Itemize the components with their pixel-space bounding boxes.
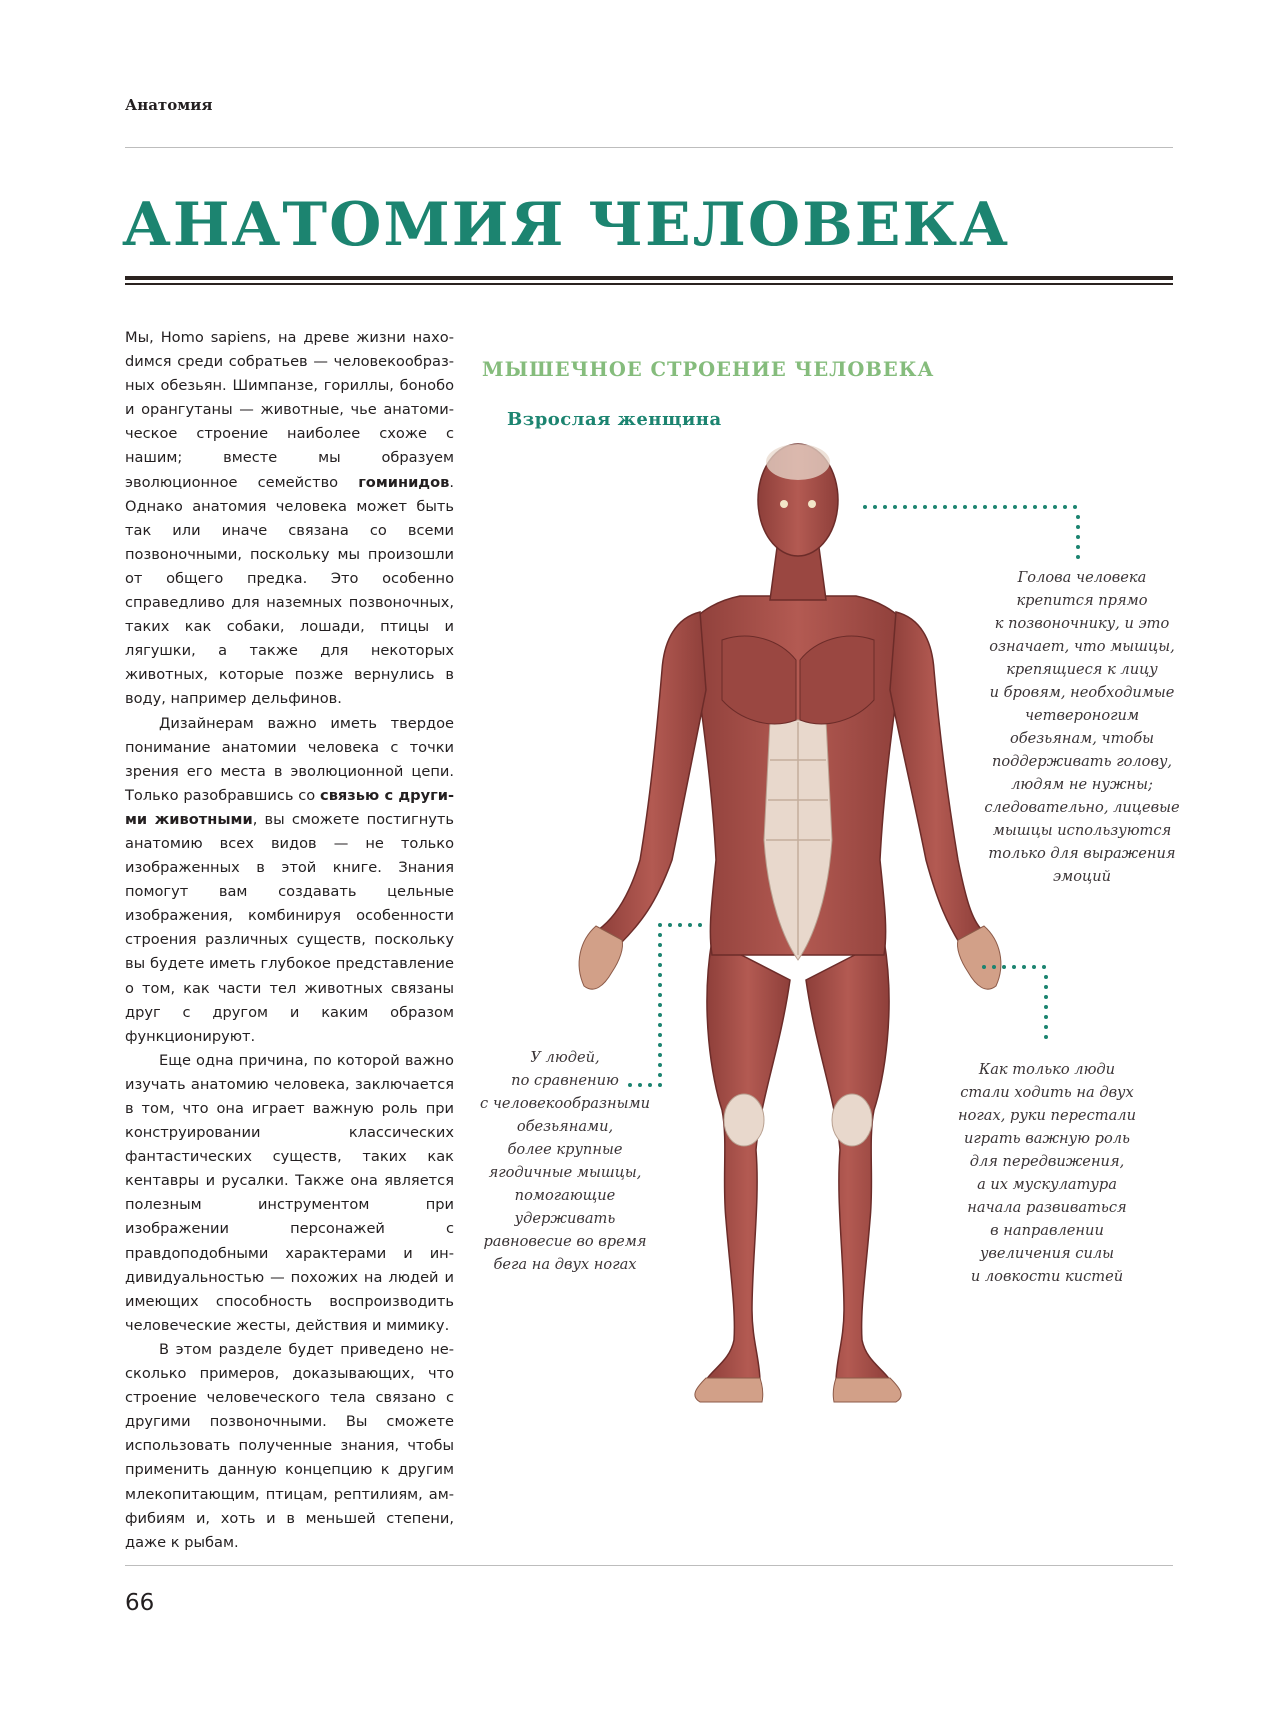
- callout-arms-line: стали ходить на двух: [960, 1084, 1134, 1101]
- figure-title: МЫШЕЧНОЕ СТРОЕНИЕ ЧЕЛОВЕКА: [482, 358, 935, 381]
- callout-arms-line: играть важную роль: [964, 1130, 1130, 1147]
- callout-head-line: эмоций: [1052, 868, 1112, 885]
- callout-glutes-line: бега на двух ногах: [493, 1256, 637, 1273]
- callout-arms-line: ногах, руки перестали: [958, 1107, 1136, 1124]
- callout-glutes-line: более крупные: [507, 1141, 623, 1158]
- callout-arms-line: в направлении: [990, 1222, 1104, 1239]
- paragraph-1-bold: гоминидов: [358, 473, 450, 491]
- callout-head-line: четвероногим: [1024, 707, 1140, 724]
- callout-leader-head: [863, 505, 1080, 559]
- callout-head: [962, 566, 1202, 888]
- callout-head-line: Голова человека: [1017, 569, 1147, 586]
- paragraph-4: В этом разделе будет приведено несколько примеров, доказывающих, что строение человеческого тела связано с другими позвоночными. Вы сможете использовать полученные знания, чтобы применить данную концепцию к другим млекопитающим, птицам, рептилиям, амфибиям и, хоть и в меньшей степени, даже к рыбам.: [125, 1340, 454, 1551]
- running-header: Анатомия: [125, 96, 213, 114]
- callout-glutes-line: помогающие: [514, 1187, 616, 1204]
- callout-arms-line: начала развиваться: [967, 1199, 1127, 1216]
- callout-arms-line: и ловкости кистей: [970, 1268, 1124, 1285]
- paragraph-2-bold: связью с другими животными: [125, 786, 454, 828]
- callout-head-line: следовательно, лицевые: [984, 799, 1180, 816]
- callout-glutes: [466, 1046, 664, 1276]
- callout-glutes-line: по сравнению: [511, 1072, 619, 1089]
- callout-head-line: обезьянам, чтобы: [1009, 730, 1155, 747]
- callout-arms-line: для передвижения,: [969, 1153, 1125, 1170]
- callout-glutes-line: ягодичные мышцы,: [488, 1164, 642, 1181]
- callout-glutes-line: обезьянами,: [516, 1118, 614, 1135]
- callout-head-line: мышцы используются: [992, 822, 1172, 839]
- callout-glutes-line: с человекообразными: [480, 1095, 650, 1112]
- callout-head-line: поддерживать голову,: [991, 753, 1173, 770]
- page-number: 66: [125, 1590, 155, 1616]
- figure-subtitle: Взрослая женщина: [507, 409, 722, 430]
- callout-head-line: к позвоночнику, и это: [994, 615, 1170, 632]
- callout-arms-line: увеличения силы: [979, 1245, 1115, 1262]
- footer-rule: [125, 1565, 1173, 1566]
- callout-head-line: крепящиеся к лицу: [1006, 661, 1158, 678]
- callout-arms-line: а их мускулатура: [977, 1176, 1117, 1193]
- paragraph-2-text-b: , вы сможете постигнуть анатомию всех видов — не только изображенных в этой книге. Знания помогут вам создавать цельные изображения, комбинируя особенности строения различных существ, поскольку вы будете иметь глубокое представление о том, как части тел животных связаны друг с другом и каким образом функционируют.: [125, 810, 454, 1045]
- callout-glutes-line: удерживать: [514, 1210, 616, 1227]
- paragraph-1-text-a: Мы, Homo sapiens, на древе жизни нахоdимся среди собратьев — человекообразных обезьян. Шимпанзе, гориллы, бонобо и орангутаны — животные, чье анатомическое строение наиболее схоже с нашим; вместе мы образуем эволюционное семейство: [125, 329, 454, 491]
- callout-glutes-line: равновесие во время: [483, 1233, 647, 1250]
- callout-head-line: и бровям, необходимые: [989, 684, 1175, 701]
- callout-arms: [938, 1058, 1156, 1288]
- page-title: АНАТОМИЯ ЧЕЛОВЕКА: [122, 190, 1010, 260]
- callout-head-line: только для выражения: [988, 845, 1176, 862]
- callout-head-line: людям не нужны;: [1011, 776, 1153, 793]
- callout-glutes-line: У людей,: [530, 1049, 600, 1066]
- callout-head-line: крепится прямо: [1016, 592, 1148, 609]
- paragraph-2-text-a: Дизайнерам важно иметь твердое понимание анатомии человека с точки зрения его места в эволюционной цепи. Только разобравшись со: [125, 714, 454, 804]
- callout-head-line: означает, что мышцы,: [989, 638, 1175, 655]
- paragraph-1-text-b: . Однако анатомия человека может быть так или иначе связана со всеми позвоночными, поскольку мы произошли от общего предка. Это особенно справедливо для наземных позвоночных, таких как собаки, лошади, птицы и лягушки, а также для некоторых животных, которые позже вернулись в воду, например дельфинов.: [125, 473, 454, 708]
- callout-arms-line: Как только люди: [978, 1061, 1116, 1078]
- paragraph-3: Еще одна причина, по которой важно изучать анатомию человека, заключается в том, что она играет важную роль при конструировании классических фантастических существ, таких как кентавры и русалки. Также она является полезным инструментом при изображении персонажей с правдоподобными характерами и индивидуальностью — похожих на людей и имеющих способность воспроизводить человеческие жесты, действия и мимику.: [125, 1051, 454, 1334]
